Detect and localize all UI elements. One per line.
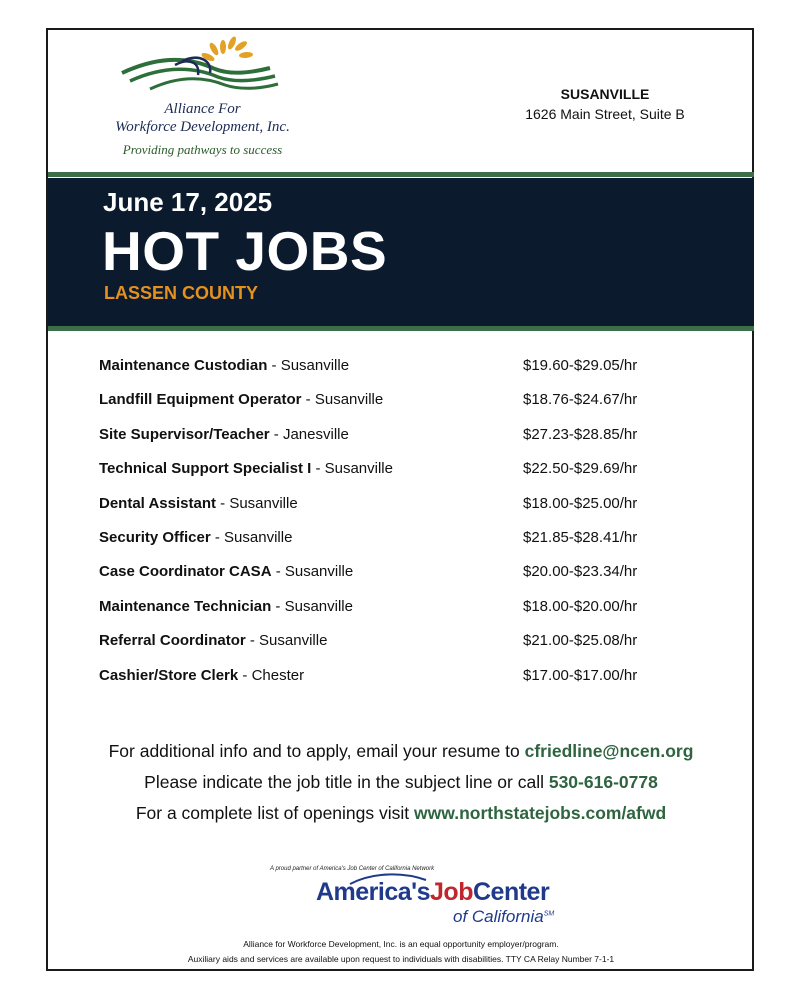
job-row: [99, 357, 669, 391]
banner-top-stripe: [48, 172, 754, 177]
apply-website-link[interactable]: www.northstatejobs.com/afwd: [414, 803, 667, 823]
job-title: Site Supervisor/Teacher: [99, 425, 270, 443]
job-pay: $18.00-$25.00/hr: [523, 494, 638, 512]
banner-date: June 17, 2025: [103, 187, 273, 217]
job-row: [99, 563, 669, 597]
job-title: Cashier/Store Clerk: [99, 666, 239, 684]
job-row: [99, 460, 669, 494]
apply-phone-link[interactable]: 530-616-0778: [548, 772, 658, 792]
office-street-address: 1626 Main Street, Suite B: [525, 106, 685, 122]
ajcc-brand: [316, 878, 549, 907]
job-title: Technical Support Specialist I: [99, 460, 312, 478]
office-city: SUSANVILLE: [560, 86, 650, 102]
job-title: Maintenance Technician: [99, 597, 272, 615]
apply-line-phone: [48, 767, 754, 798]
office-address-block: [500, 84, 710, 124]
job-pay: $21.00-$25.08/hr: [523, 632, 638, 650]
job-pay: $18.76-$24.67/hr: [523, 391, 638, 409]
apply-email-text: For additional info and to apply, email your resume to: [108, 741, 525, 761]
organization-logo: [100, 35, 305, 160]
organization-name-line2: Workforce Development, Inc.: [115, 119, 290, 135]
eeo-line2: Auxiliary aids and services are available upon request to individuals with disabilities. TTY CA Relay Number 7-1-1: [187, 954, 615, 964]
job-title: Security Officer: [99, 528, 211, 546]
banner-title: HOT JOBS: [102, 220, 388, 282]
ajcc-brand-job: Job: [430, 878, 473, 906]
partner-note: A proud partner of America's Job Center of California Network: [270, 866, 435, 872]
job-row: [99, 529, 669, 563]
job-title: Referral Coordinator: [99, 632, 246, 650]
job-location: - Susanville: [267, 357, 350, 374]
job-pay: $22.50-$29.69/hr: [523, 460, 638, 478]
apply-email-link[interactable]: cfriedline@ncen.org: [524, 741, 694, 761]
job-pay: $19.60-$29.05/hr: [523, 357, 638, 374]
apply-website-text: For a complete list of openings visit: [135, 803, 415, 823]
job-pay: $20.00-$23.34/hr: [523, 563, 638, 581]
job-row: [99, 598, 669, 632]
apply-phone-text: Please indicate the job title in the subject line or call: [144, 772, 549, 792]
job-pay: $21.85-$28.41/hr: [523, 528, 638, 546]
apply-instructions: [48, 736, 754, 829]
apply-line-email: [48, 736, 754, 767]
job-location: - Susanville: [210, 528, 293, 546]
ajcc-brand-sub: [453, 907, 554, 927]
eeo-line1: Alliance for Workforce Development, Inc. is an equal opportunity employer/program.: [243, 939, 559, 949]
job-location: - Susanville: [271, 597, 353, 615]
job-location: - Susanville: [215, 494, 298, 512]
job-row: [99, 667, 669, 701]
apply-line-website: [48, 798, 754, 829]
job-list: [99, 357, 669, 701]
job-row: [99, 426, 669, 460]
job-title: Dental Assistant: [99, 494, 216, 512]
landscape-sun-logo-icon: [120, 35, 280, 97]
job-location: - Janesville: [269, 425, 349, 443]
eeo-footer: [48, 937, 754, 967]
ajcc-brand-america: America's: [316, 878, 431, 906]
banner-bottom-stripe: [48, 326, 754, 331]
ajcc-brand-of-california: of California: [453, 907, 544, 926]
job-location: - Susanville: [301, 391, 384, 409]
job-location: - Chester: [238, 666, 305, 684]
job-pay: $18.00-$20.00/hr: [523, 597, 638, 615]
job-title: Landfill Equipment Operator: [99, 391, 302, 409]
job-pay: $27.23-$28.85/hr: [523, 425, 638, 443]
organization-name-line1: Alliance For: [164, 101, 241, 117]
service-mark: SM: [543, 910, 555, 918]
job-location: - Susanville: [271, 563, 354, 581]
job-location: - Susanville: [245, 632, 328, 650]
banner-county: LASSEN COUNTY: [104, 283, 259, 303]
organization-tagline: Providing pathways to success: [122, 142, 283, 157]
job-title: Maintenance Custodian: [99, 357, 268, 374]
job-row: [99, 391, 669, 425]
ajcc-brand-center: Center: [472, 878, 550, 906]
job-row: [99, 495, 669, 529]
job-title: Case Coordinator CASA: [99, 563, 272, 581]
job-row: [99, 632, 669, 666]
job-pay: $17.00-$17.00/hr: [523, 666, 638, 684]
job-location: - Susanville: [311, 460, 393, 478]
